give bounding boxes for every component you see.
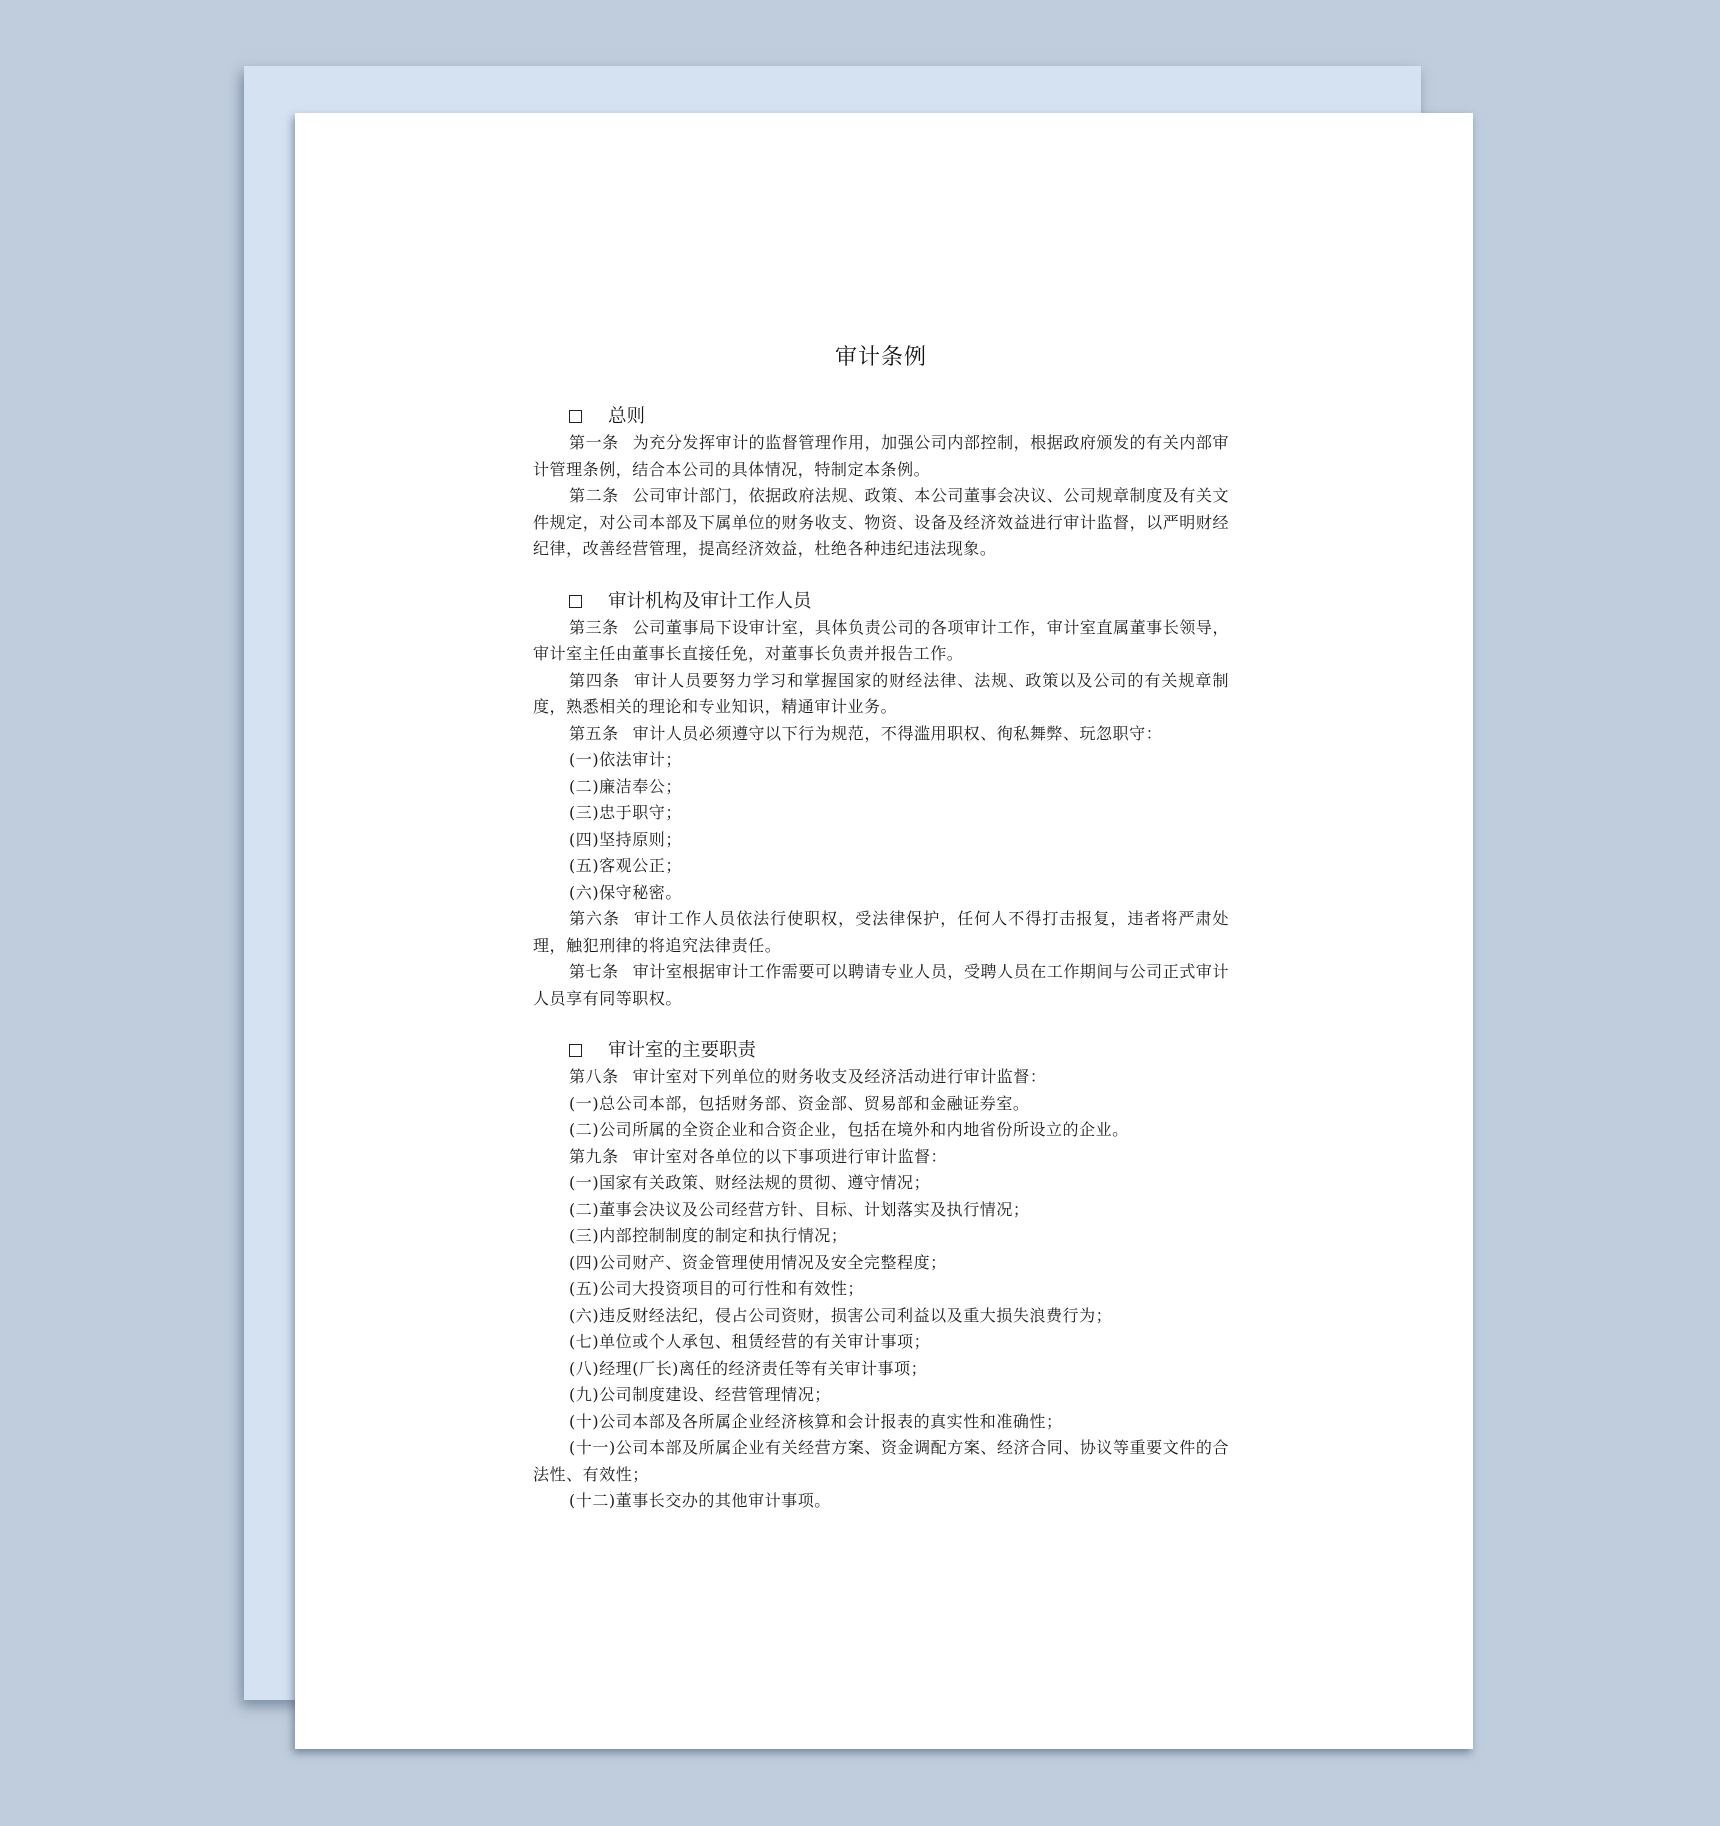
article-number: 第九条: [569, 1146, 619, 1166]
article-paragraph: [533, 959, 1229, 1012]
article-number: 第四条: [569, 670, 621, 690]
document-title: 审计条例: [834, 345, 927, 370]
list-item: (十一)公司本部及所属企业有关经营方案、资金调配方案、经济合同、协议等重要文件的合法性、有效性；: [533, 1438, 1229, 1484]
article-paragraph: [533, 1144, 1229, 1171]
list-item: (三)忠于职守；: [569, 803, 682, 822]
article-paragraph: [533, 668, 1229, 721]
list-item: (八)经理(厂长)离任的经济责任等有关审计事项；: [569, 1358, 928, 1378]
article-paragraph: [533, 430, 1229, 483]
list-item: (五)公司大投资项目的可行性和有效性；: [569, 1279, 864, 1298]
list-item: (一)国家有关政策、财经法规的贯彻、遵守情况；: [569, 1173, 931, 1192]
list-item: (十)公司本部及各所属企业经济核算和会计报表的真实性和准确性；: [569, 1411, 1063, 1431]
article-text: 为充分发挥审计的监督管理作用，加强公司内部控制，根据政府颁发的有关内部审计管理条例，结合本公司的具体情况，特制定本条例。: [533, 433, 1229, 479]
article-text: 公司董事局下设审计室，具体负责公司的各项审计工作，审计室直属董事长领导，审计室主任由董事长直接任免，对董事长负责并报告工作。: [533, 617, 1229, 663]
article-number: 第三条: [569, 617, 619, 637]
section-heading-text: 审计机构及审计工作人员: [608, 590, 812, 612]
article-number: 第一条: [569, 433, 619, 452]
article-paragraph: [533, 906, 1229, 959]
document-content: [533, 343, 1229, 1540]
article-number: 第七条: [569, 962, 619, 981]
section-heading-text: 总则: [608, 406, 646, 427]
article-number: 第五条: [569, 723, 619, 743]
section-heading-text: 审计室的主要职责: [608, 1040, 757, 1061]
list-item: (四)公司财产、资金管理使用情况及安全完整程度；: [569, 1252, 947, 1272]
article-text: 审计室对各单位的以下事项进行审计监督：: [632, 1146, 948, 1166]
list-item: (一)总公司本部，包括财务部、资金部、贸易部和金融证券室。: [569, 1093, 1030, 1113]
list-item: (四)坚持原则；: [569, 829, 682, 849]
checkbox-icon: [569, 595, 582, 608]
list-item: (二)董事会决议及公司经营方针、目标、计划落实及执行情况；: [569, 1199, 1030, 1219]
section-general: [533, 403, 1229, 563]
list-item: (三)内部控制制度的制定和执行情况；: [569, 1226, 848, 1245]
list-item: (九)公司制度建设、经营管理情况；: [569, 1385, 831, 1404]
checkbox-icon: [569, 1044, 582, 1057]
article-text: 审计人员必须遵守以下行为规范，不得滥用职权、徇私舞弊、玩忽职守：: [632, 723, 1163, 743]
article-text: 审计工作人员依法行使职权，受法律保护，任何人不得打击报复，违者将严肃处理，触犯刑律的将追究法律责任。: [533, 909, 1229, 955]
list-item: (十二)董事长交办的其他审计事项。: [569, 1491, 831, 1510]
section-audit-organization: [533, 588, 1229, 1013]
section-heading: [533, 403, 1229, 430]
article-number: 第六条: [569, 909, 621, 928]
article-paragraph: [533, 615, 1229, 668]
document-page: [295, 113, 1473, 1749]
article-text: 审计室对下列单位的财务收支及经济活动进行审计监督：: [632, 1067, 1047, 1086]
list-item: (七)单位或个人承包、租赁经营的有关审计事项；: [569, 1332, 931, 1351]
checkbox-icon: [569, 410, 582, 423]
section-audit-duties: [533, 1037, 1229, 1515]
article-text: 审计室根据审计工作需要可以聘请专业人员，受聘人员在工作期间与公司正式审计人员享有同等职权。: [533, 962, 1229, 1008]
list-item: (二)廉洁奉公；: [569, 776, 682, 796]
article-text: 审计人员要努力学习和掌握国家的财经法律、法规、政策以及公司的有关规章制度，熟悉相关的理论和专业知识，精通审计业务。: [533, 670, 1229, 716]
list-item: (六)违反财经法纪，侵占公司资财，损害公司利益以及重大损失浪费行为；: [569, 1305, 1113, 1325]
section-heading: [533, 588, 1229, 615]
article-paragraph: [533, 721, 1229, 748]
section-heading: [533, 1037, 1229, 1064]
article-paragraph: [533, 483, 1229, 563]
list-item: (一)依法审计；: [569, 750, 682, 769]
article-paragraph: [533, 1064, 1229, 1091]
article-text: 公司审计部门，依据政府法规、政策、本公司董事会决议、公司规章制度及有关文件规定，对公司本部及下属单位的财务收支、物资、设备及经济效益进行审计监督，以严明财经纪律，改善经营管理，提高经济效益，杜绝各种违纪违法现象。: [533, 486, 1229, 558]
article-number: 第二条: [569, 486, 619, 505]
list-item: (五)客观公正；: [569, 856, 682, 875]
article-number: 第八条: [569, 1067, 619, 1086]
list-item: (六)保守秘密。: [569, 882, 682, 902]
list-item: (二)公司所属的全资企业和合资企业，包括在境外和内地省份所设立的企业。: [569, 1120, 1129, 1139]
